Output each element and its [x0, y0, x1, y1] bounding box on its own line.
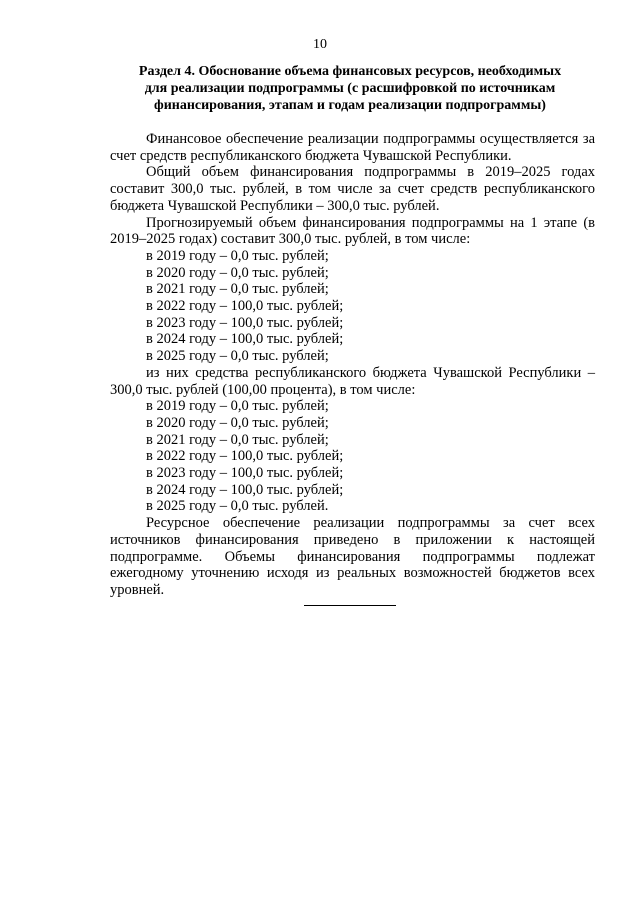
paragraph-republican-budget: из них средства республиканского бюджета Чувашской Республики – 300,0 тыс. рублей (100,00 процента), в том числе: — [110, 364, 595, 398]
list-item: в 2019 году – 0,0 тыс. рублей; — [146, 398, 329, 415]
heading-line: для реализации подпрограммы (с расшифровкой по источникам — [144, 81, 556, 96]
list-item: в 2023 году – 100,0 тыс. рублей; — [146, 465, 344, 482]
paragraph-resource-provision: Ресурсное обеспечение реализации подпрограммы за счет всех источников финансирования приведено в приложении к настоящей подпрограмме. Объемы финансирования подпрограммы подлежат ежегодному уточнению исходя из реальных возможностей бюджетов всех уровней. — [110, 515, 595, 598]
document-body — [110, 131, 595, 599]
total-by-year-list — [110, 248, 595, 365]
paragraph-total-volume: Общий объем финансирования подпрограммы в 2019–2025 годах составит 300,0 тыс. рублей, в том числе за счет средств республиканского бюджета Чувашской Республики – 300,0 тыс. рублей. — [110, 164, 595, 214]
list-item: в 2021 году – 0,0 тыс. рублей; — [146, 281, 329, 298]
list-item: в 2021 году – 0,0 тыс. рублей; — [146, 431, 329, 448]
republican-by-year-list — [110, 398, 595, 515]
list-item: в 2020 году – 0,0 тыс. рублей; — [146, 264, 329, 281]
section-heading — [107, 63, 593, 114]
paragraph-funding-source: Финансовое обеспечение реализации подпрограммы осуществляется за счет средств республиканского бюджета Чувашской Республики. — [110, 131, 595, 164]
list-item: в 2025 году – 0,0 тыс. рублей. — [146, 498, 329, 515]
heading-line: финансирования, этапам и годам реализации подпрограммы) — [154, 98, 546, 113]
list-item: в 2024 году – 100,0 тыс. рублей; — [146, 331, 344, 348]
list-item: в 2022 году – 100,0 тыс. рублей; — [146, 448, 344, 465]
list-item: в 2020 году – 0,0 тыс. рублей; — [146, 414, 329, 431]
page-number: 10 — [313, 37, 327, 52]
heading-line: Раздел 4. Обоснование объема финансовых ресурсов, необходимых — [138, 64, 562, 79]
paragraph-forecast: Прогнозируемый объем финансирования подпрограммы на 1 этапе (в 2019–2025 годах) составит 300,0 тыс. рублей, в том числе: — [110, 214, 595, 248]
list-item: в 2025 году – 0,0 тыс. рублей; — [146, 348, 329, 365]
list-item: в 2024 году – 100,0 тыс. рублей; — [146, 481, 344, 498]
list-item: в 2023 году – 100,0 тыс. рублей; — [146, 314, 344, 331]
end-divider — [304, 605, 396, 606]
list-item: в 2022 году – 100,0 тыс. рублей; — [146, 298, 344, 315]
list-item: в 2019 году – 0,0 тыс. рублей; — [146, 247, 329, 264]
